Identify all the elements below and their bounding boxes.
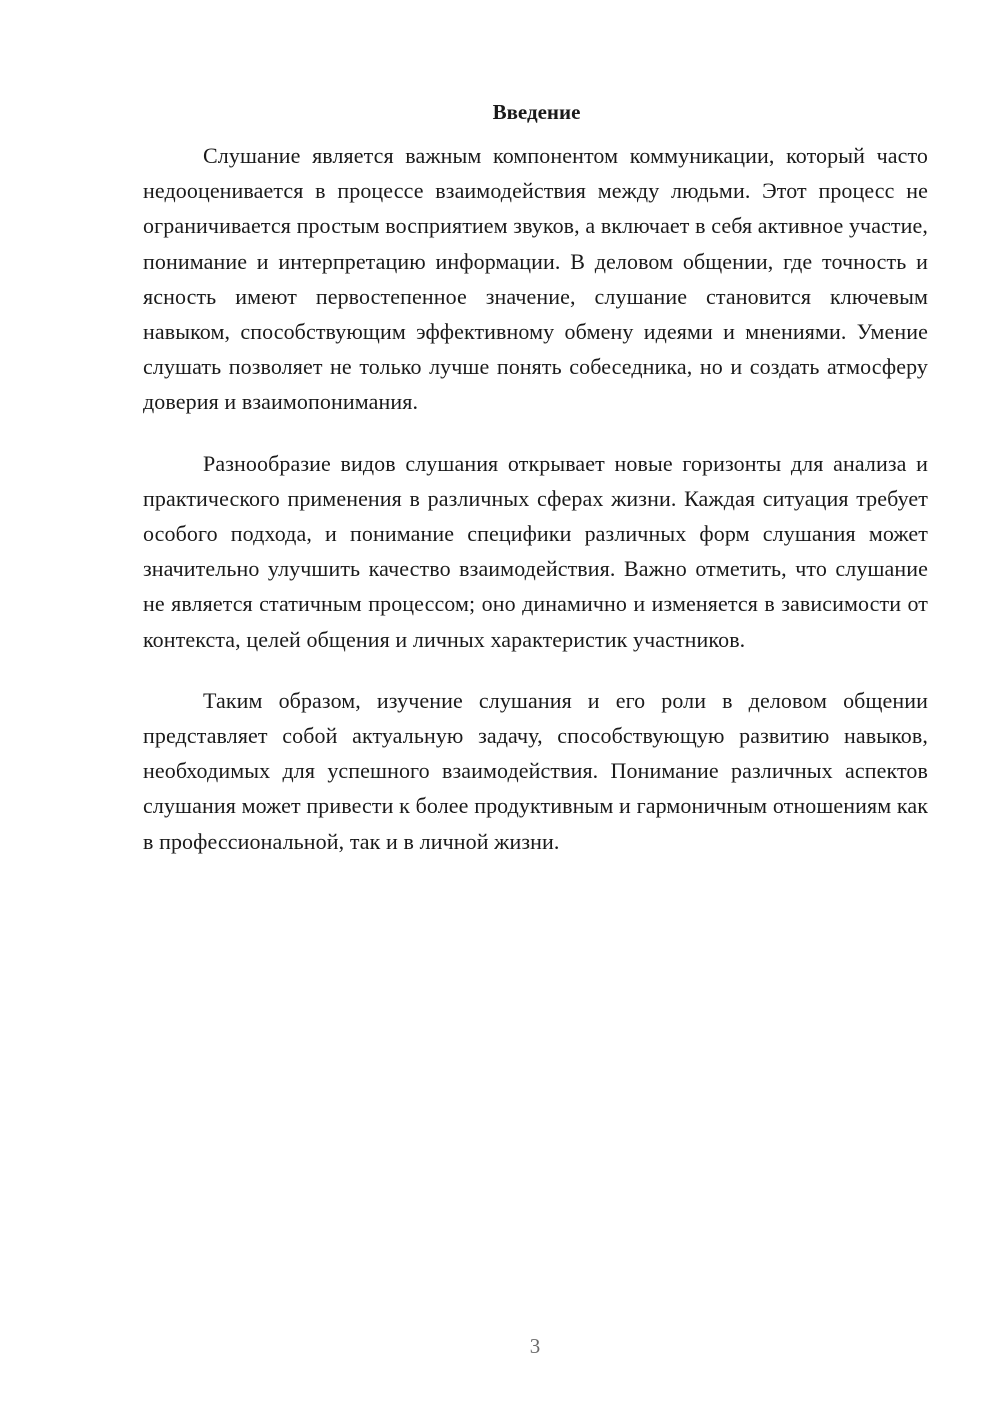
- page-content: [143, 95, 928, 885]
- paragraph-1: Слушание является важным компонентом коммуникации, который часто недооценивается в процессе взаимодействия между людьми. Этот процесс не ограничивается простым восприятием звуков, а включает в себя активное участие, понимание и интерпретацию информации. В деловом общении, где точность и ясность имеют первостепенное значение, слушание становится ключевым навыком, способствующим эффективному обмену идеями и мнениями. Умение слушать позволяет не только лучше понять собеседника, но и создать атмосферу доверия и взаимопонимания.: [143, 143, 928, 415]
- paragraph-3: Таким образом, изучение слушания и его роли в деловом общении представляет собой актуальную задачу, способствующую развитию навыков, необходимых для успешного взаимодействия. Понимание различных аспектов слушания может привести к более продуктивным и гармоничным отношениям как в профессиональной, так и в личной жизни.: [143, 687, 928, 854]
- page-number: 3: [529, 1334, 541, 1358]
- section-title: Введение: [492, 100, 581, 124]
- paragraph-2: Разнообразие видов слушания открывает новые горизонты для анализа и практического применения в различных сферах жизни. Каждая ситуация требует особого подхода, и понимание специфики различных форм слушания может значительно улучшить качество взаимодействия. Важно отметить, что слушание не является статичным процессом; оно динамично и изменяется в зависимости от контекста, целей общения и личных характеристик участников.: [143, 450, 928, 652]
